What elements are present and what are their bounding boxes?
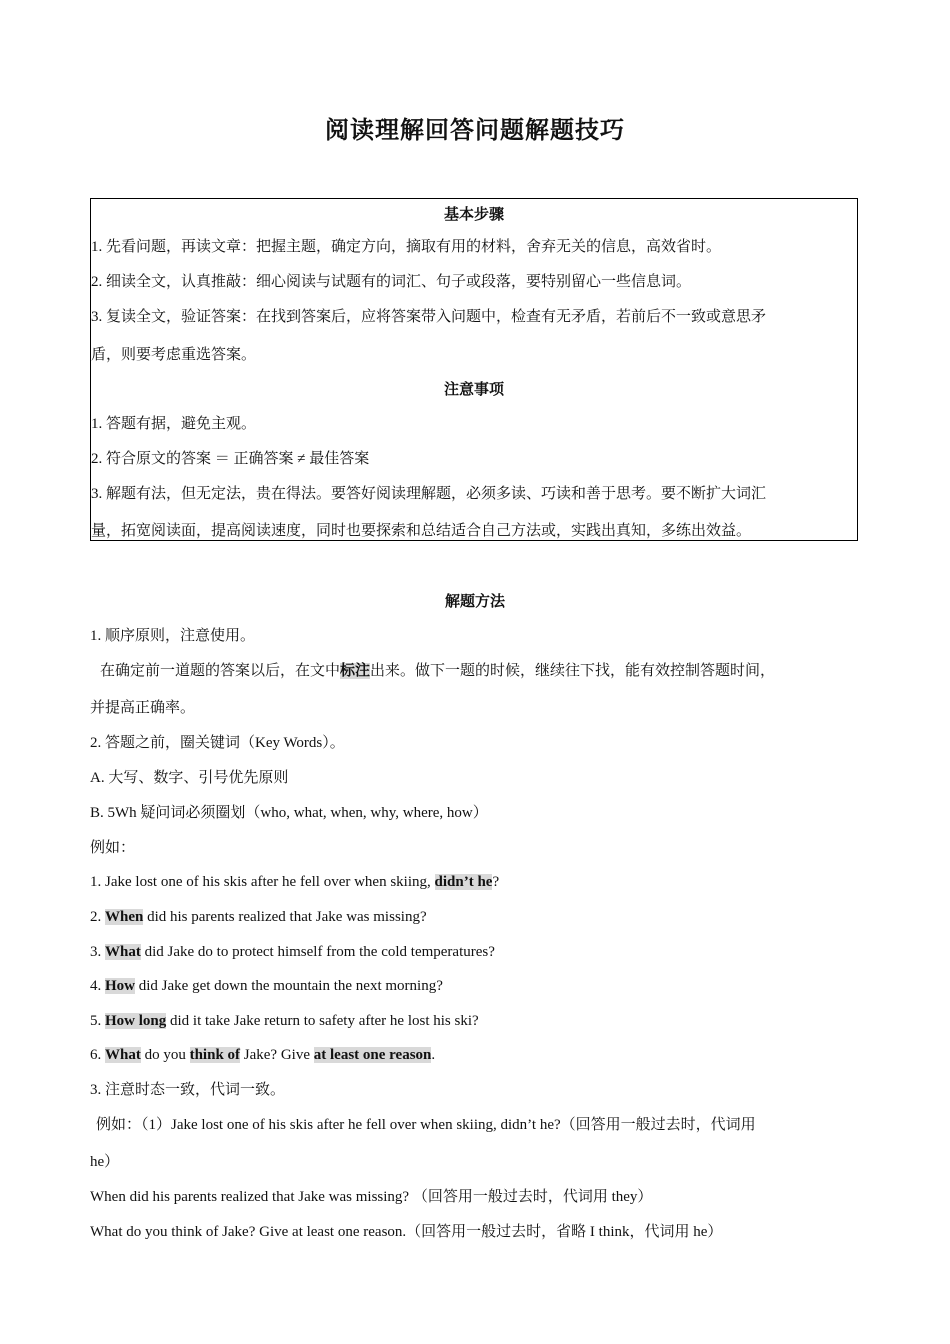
method-1-text — [100, 661, 775, 681]
q6-highlight-think-of: think of — [189, 1047, 241, 1063]
question-1 — [90, 872, 499, 892]
method-2-a: A. 大写、数字、引号优先原则 — [90, 770, 289, 786]
note-3-cont: 量，拓宽阅读面，提高阅读速度，同时也要探索和总结适合自己方法或，实践出真知，多练出效益。 — [91, 523, 752, 539]
q5-highlight: How long — [105, 1013, 167, 1029]
method-1: 1. 顺序原则，注意使用。 — [90, 628, 256, 644]
q2-text: did his parents realized that Jake was missing? — [143, 909, 427, 925]
method-3: 3. 注意时态一致，代词一致。 — [90, 1082, 286, 1098]
q5-text: did it take Jake return to safety after he lost his ski? — [166, 1013, 479, 1029]
heading-basic-steps: 基本步骤 — [443, 207, 504, 223]
page-title: 阅读理解回答问题解题技巧 — [325, 118, 625, 144]
question-3 — [90, 942, 495, 962]
question-5 — [90, 1011, 479, 1031]
q3-num: 3. — [90, 944, 105, 960]
example-1-cont: he） — [90, 1154, 120, 1170]
q2-highlight: When — [105, 909, 144, 925]
q6-highlight-reason: at least one reason — [313, 1047, 432, 1063]
q6-highlight-what: What — [105, 1047, 141, 1063]
q4-highlight: How — [105, 978, 135, 994]
method-2: 2. 答题之前，圈关键词（Key Words）。 — [90, 735, 345, 751]
q4-text: did Jake get down the mountain the next morning? — [135, 978, 443, 994]
step-1: 1. 先看问题，再读文章：把握主题，确定方向，摘取有用的材料，舍弃无关的信息，高效省时。 — [91, 239, 722, 255]
q6-end: . — [431, 1047, 436, 1063]
q6-num: 6. — [90, 1047, 105, 1063]
question-4 — [90, 976, 443, 996]
step-3-cont: 盾，则要考虑重选答案。 — [91, 347, 257, 363]
example-label: 例如： — [90, 840, 136, 856]
note-1: 1. 答题有据，避免主观。 — [91, 416, 257, 432]
q4-num: 4. — [90, 978, 105, 994]
example-2: When did his parents realized that Jake was missing? （回答用一般过去时，代词用 they） — [90, 1189, 653, 1205]
q1-end: ? — [492, 874, 500, 890]
q6-text-b: Jake? Give — [240, 1047, 314, 1063]
note-2: 2. 符合原文的答案 ＝ 正确答案 ≠ 最佳答案 — [91, 451, 370, 467]
q2-num: 2. — [90, 909, 105, 925]
q3-text: did Jake do to protect himself from the cold temperatures? — [140, 944, 495, 960]
note-3: 3. 解题有法，但无定法，贵在得法。要答好阅读理解题，必须多读、巧读和善于思考。要不断扩大词汇 — [91, 486, 767, 502]
step-2: 2. 细读全文，认真推敲：细心阅读与试题有的词汇、句子或段落，要特别留心一些信息词。 — [91, 274, 692, 290]
q3-highlight: What — [105, 944, 141, 960]
steps-notes-box — [90, 198, 858, 541]
example-1: 例如：（1）Jake lost one of his skis after he fell over when skiing, didn’t he?（回答用一般过去时，代词用 — [96, 1117, 756, 1133]
question-6 — [90, 1045, 435, 1065]
step-3: 3. 复读全文，验证答案：在找到答案后，应将答案带入问题中，检查有无矛盾，若前后不一致或意思矛 — [91, 309, 767, 325]
example-3: What do you think of Jake? Give at least one reason.（回答用一般过去时，省略 I think，代词用 he） — [90, 1224, 723, 1240]
q1-text: 1. Jake lost one of his skis after he fell over when skiing, — [90, 874, 435, 890]
q5-num: 5. — [90, 1013, 105, 1029]
method-2-b: B. 5Wh 疑问词必须圈划（who, what, when, why, where, how） — [90, 805, 488, 821]
q1-highlight: didn’t he — [434, 874, 493, 890]
question-2 — [90, 907, 427, 927]
method-1-text-a: 在确定前一道题的答案以后，在文中 — [100, 663, 341, 679]
method-1-text-b: 出来。做下一题的时候，继续往下找，能有效控制答题时间， — [370, 663, 776, 679]
method-1-text-cont: 并提高正确率。 — [90, 700, 196, 716]
heading-notes: 注意事项 — [443, 382, 504, 398]
highlight-biaozhu: 标注 — [340, 663, 371, 679]
heading-methods: 解题方法 — [444, 594, 505, 610]
q6-text-a: do you — [140, 1047, 190, 1063]
